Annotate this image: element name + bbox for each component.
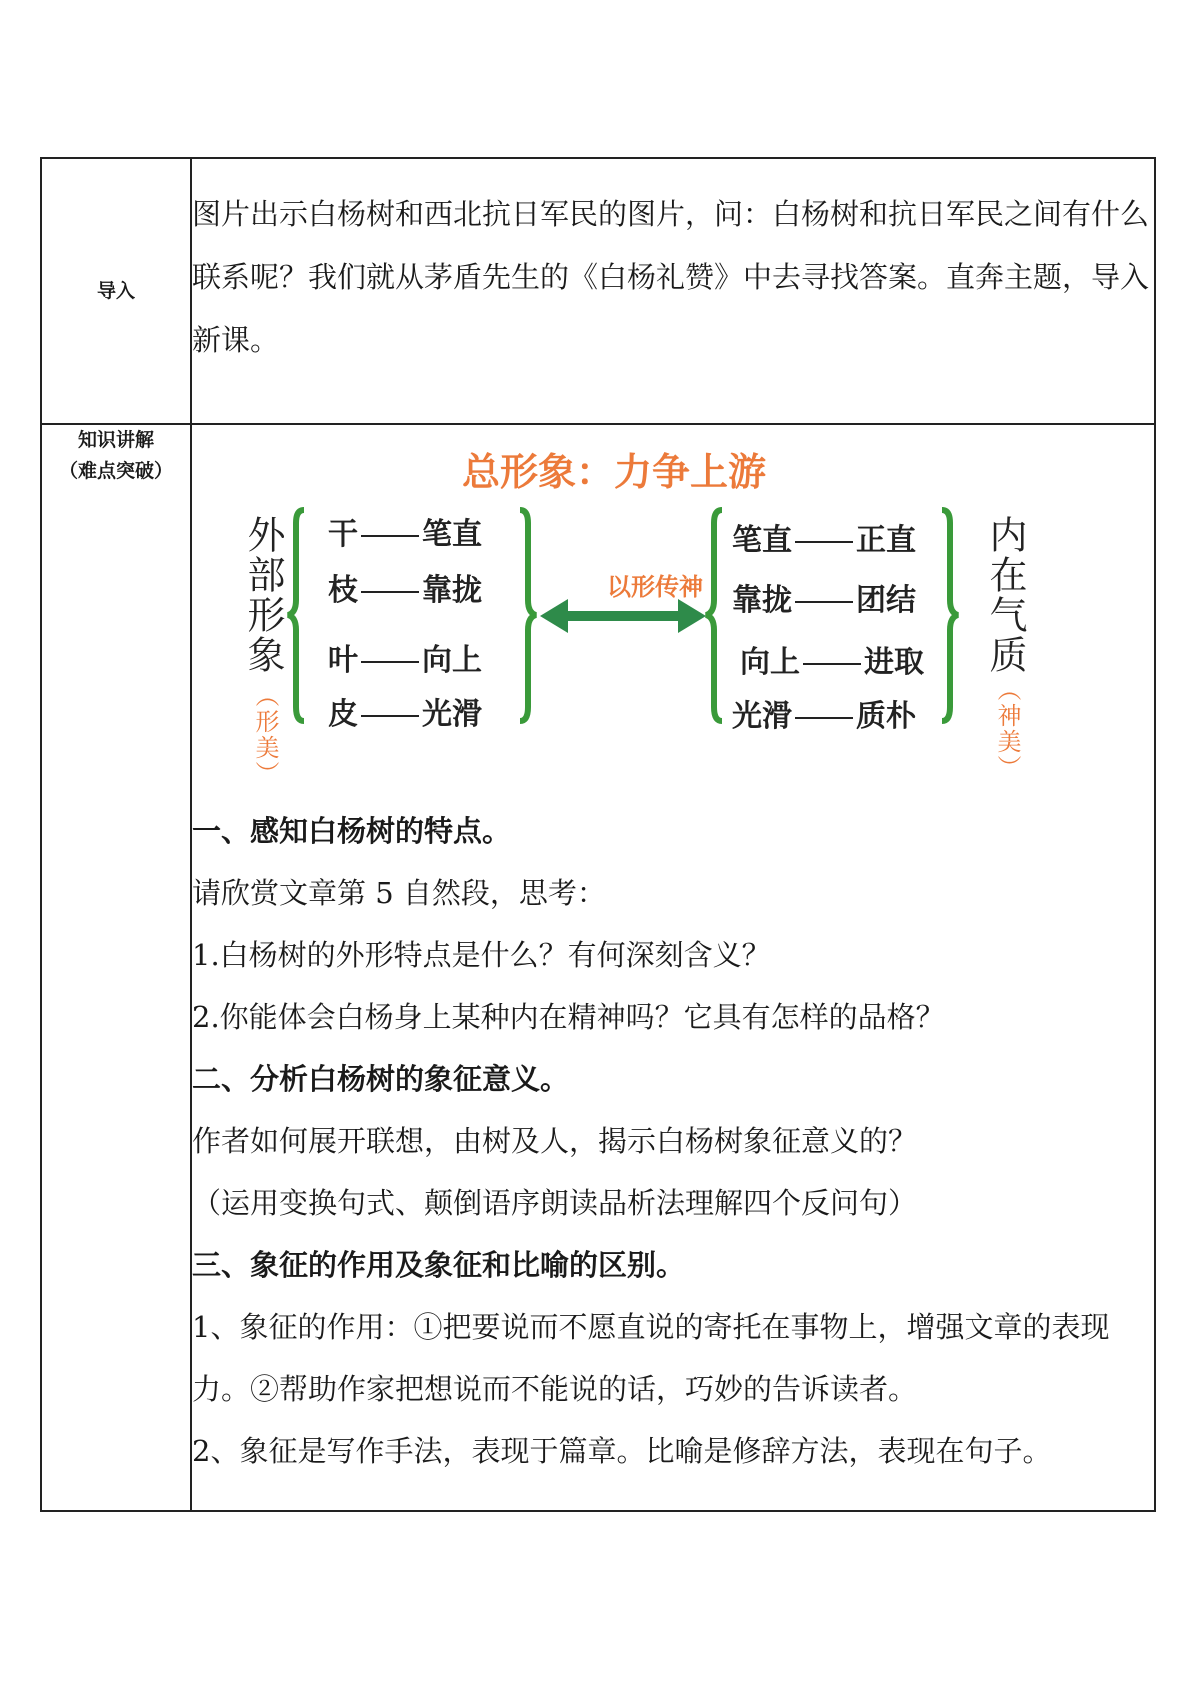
section-2-question: 作者如何展开联想，由树及人，揭示白杨树象征意义的？ [192, 1124, 918, 1158]
section-3-point-1: 1、象征的作用：①把要说而不愿直说的寄托在事物上，增强文章的表现力。②帮助作家把想说而不能说的话，巧妙的告诉读者。 [192, 1310, 1110, 1406]
double-arrow [540, 599, 706, 633]
right-pair-1: 笔直 正直 [732, 523, 916, 558]
section-1-intro: 请欣赏文章第 5 自然段，思考： [192, 876, 606, 910]
left-sub-label: （形美） [251, 683, 279, 787]
left-pair-2: 枝 靠拢 [328, 573, 482, 608]
diagram-title: 总形象：力争上游 [462, 450, 767, 494]
left-label: 外部形象 [241, 515, 285, 675]
section-1-heading: 一、感知白杨树的特点。 [192, 814, 512, 848]
row-label-line1: 知识讲解 [77, 429, 154, 451]
right-pair-2: 靠拢 团结 [732, 583, 916, 618]
left-pair-3: 叶 向上 [328, 643, 482, 678]
right-pair-4: 光滑 质朴 [732, 699, 916, 734]
table-row-intro [41, 158, 1155, 424]
lesson-sections [192, 800, 1154, 1482]
section-3-heading: 三、象征的作用及象征和比喻的区别。 [192, 1248, 686, 1282]
left-pair-4: 皮 光滑 [328, 697, 482, 732]
knowledge-content [191, 424, 1155, 1511]
table-row-knowledge [41, 424, 1155, 1511]
row-label-knowledge [41, 424, 191, 1511]
poplar-diagram [192, 425, 1160, 790]
section-1-question-2: 2.你能体会白杨身上某种内在精神吗？它具有怎样的品格？ [192, 1000, 945, 1034]
section-2-heading: 二、分析白杨树的象征意义。 [192, 1062, 570, 1096]
section-1-question-1: 1.白杨树的外形特点是什么？有何深刻含义？ [192, 938, 771, 972]
right-open-bracket [706, 510, 722, 721]
section-3-point-2: 2、象征是写作手法，表现于篇章。比喻是修辞方法，表现在句子。 [192, 1434, 1052, 1468]
row-label-intro: 导入 [41, 158, 191, 424]
row-label-line2: （难点突破） [58, 460, 173, 482]
right-pair-3: 向上 进取 [740, 645, 924, 680]
right-sub-label: （神美） [993, 677, 1021, 781]
right-close-bracket [942, 510, 958, 721]
section-2-note: （运用变换句式、颠倒语序朗读品析法理解四个反问句） [192, 1186, 918, 1220]
intro-paragraph: 图片出示白杨树和西北抗日军民的图片，问：白杨树和抗日军民之间有什么联系呢？我们就从茅盾先生的《白杨礼赞》中去寻找答案。直奔主题，导入新课。 [192, 197, 1150, 357]
arrow-label: 以形传神 [607, 573, 703, 601]
lesson-plan-table [40, 157, 1156, 1512]
left-close-bracket [520, 510, 536, 721]
intro-content [191, 158, 1155, 424]
right-label: 内在气质 [983, 515, 1027, 675]
left-pair-1: 干 笔直 [328, 517, 482, 552]
